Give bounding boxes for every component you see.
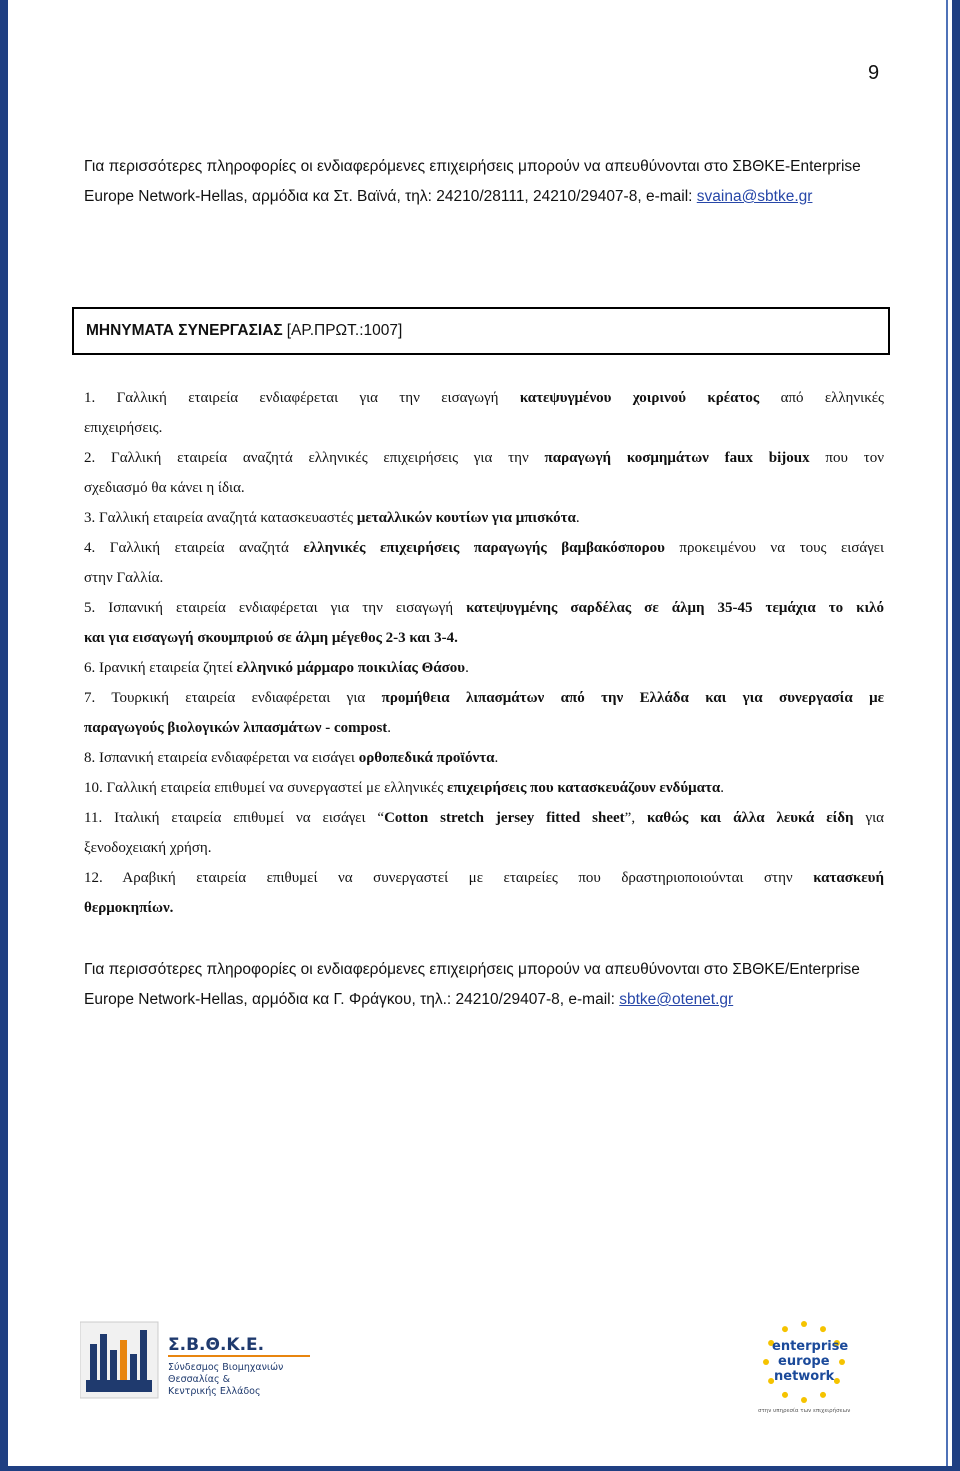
section-reference: [ΑΡ.ΠΡΩΤ.:1007]	[286, 322, 403, 339]
contact-paragraph-bottom	[84, 955, 884, 1015]
email-link-bottom[interactable]: sbtke@otenet.gr	[619, 991, 734, 1008]
een-logo-tagline: στην υπηρεσία των επιχειρήσεων	[758, 1408, 851, 1414]
contact-bottom-line2	[84, 985, 884, 1015]
page-frame-bottom	[0, 1466, 960, 1471]
list-item: 11. Ιταλική εταιρεία επιθυμεί να εισάγει “Cotton stretch jersey fitted sheet”, καθώς και άλλα λευκά είδη για ξενοδοχειακή χρήση.	[84, 810, 884, 856]
cooperation-list	[84, 383, 884, 923]
section-title: ΜΗΝΥΜΑΤΑ ΣΥΝΕΡΓΑΣΙΑΣ	[86, 322, 283, 339]
list-item: 7. Τουρκική εταιρεία ενδιαφέρεται για προμήθεια λιπασμάτων από την Ελλάδα και για συνεργασία με παραγωγούς βιολογικών λιπασμάτων - compost.	[84, 690, 884, 736]
een-logo-line2: europe	[778, 1354, 830, 1369]
contact-top-details: Europe Network-Hellas, αρμόδια κα Στ. Βαϊνά, τηλ: 24210/28111, 24210/29407-8, e-mail:	[84, 188, 697, 205]
sbtke-logo-sub1: Σύνδεσμος Βιομηχανιών	[168, 1362, 284, 1373]
list-item: 1. Γαλλική εταιρεία ενδιαφέρεται για την εισαγωγή κατεψυγμένου χοιρινού κρέατος από ελληνικές επιχειρήσεις.	[84, 390, 884, 436]
sbtke-logo-sub2: Θεσσαλίας &	[168, 1374, 231, 1385]
page-frame-left	[0, 0, 8, 1471]
een-logo	[752, 1318, 862, 1416]
list-item: 5. Ισπανική εταιρεία ενδιαφέρεται για την εισαγωγή κατεψυγμένης σαρδέλας σε άλμη 35-45 τεμάχια το κιλό και για εισαγωγή σκουμπριού σε άλμη μέγεθος 2-3 και 3-4.	[84, 600, 884, 646]
list-item: 4. Γαλλική εταιρεία αναζητά ελληνικές επιχειρήσεις παραγωγής βαμβακόσπορου προκειμένου να τους εισάγει στην Γαλλία.	[84, 540, 884, 586]
contact-bottom-details: Europe Network-Hellas, αρμόδια κα Γ. Φράγκου, τηλ.: 24210/29407-8, e-mail:	[84, 991, 620, 1008]
sbtke-logo	[80, 1320, 320, 1400]
list-item: 12. Αραβική εταιρεία επιθυμεί να συνεργαστεί με εταιρείες που δραστηριοποιούνται στην κατασκευή θερμοκηπίων.	[84, 870, 884, 916]
contact-top-line1: Για περισσότερες πληροφορίες οι ενδιαφερόμενες επιχειρήσεις μπορούν να απευθύνονται στο ΣΒΘΚΕ-Enterprise	[84, 158, 861, 175]
list-item: 10. Γαλλική εταιρεία επιθυμεί να συνεργαστεί με ελληνικές επιχειρήσεις που κατασκευάζουν ενδύματα.	[84, 780, 725, 796]
sbtke-logo-name: Σ.Β.Θ.Κ.Ε.	[168, 1335, 265, 1355]
section-heading	[72, 307, 890, 355]
sbtke-factory-icon	[80, 1322, 158, 1398]
list-item: 8. Ισπανική εταιρεία ενδιαφέρεται να εισάγει ορθοπεδικά προϊόντα.	[84, 750, 499, 766]
list-item: 2. Γαλλική εταιρεία αναζητά ελληνικές επιχειρήσεις για την παραγωγή κοσμημάτων faux bijoux που τον σχεδιασμό θα κάνει η ίδια.	[84, 450, 885, 496]
contact-top-line2	[84, 182, 884, 212]
contact-bottom-line1: Για περισσότερες πληροφορίες οι ενδιαφερόμενες επιχειρήσεις μπορούν να απευθύνονται στο ΣΒΘΚΕ/Enterprise	[84, 961, 860, 978]
list-item: 6. Ιρανική εταιρεία ζητεί ελληνικό μάρμαρο ποικιλίας Θάσου.	[84, 660, 469, 676]
page-frame-right	[952, 0, 960, 1471]
page-frame-right-inner	[946, 0, 948, 1471]
list-item: 3. Γαλλική εταιρεία αναζητά κατασκευαστές μεταλλικών κουτίων για μπισκότα.	[84, 510, 580, 526]
contact-paragraph-top	[84, 152, 884, 212]
sbtke-logo-sub3: Κεντρικής Ελλάδος	[168, 1386, 261, 1397]
email-link-top[interactable]: svaina@sbtke.gr	[696, 188, 813, 205]
page-number: 9	[868, 62, 880, 84]
een-logo-line1: enterprise	[772, 1339, 849, 1354]
een-logo-line3: network	[774, 1369, 835, 1384]
